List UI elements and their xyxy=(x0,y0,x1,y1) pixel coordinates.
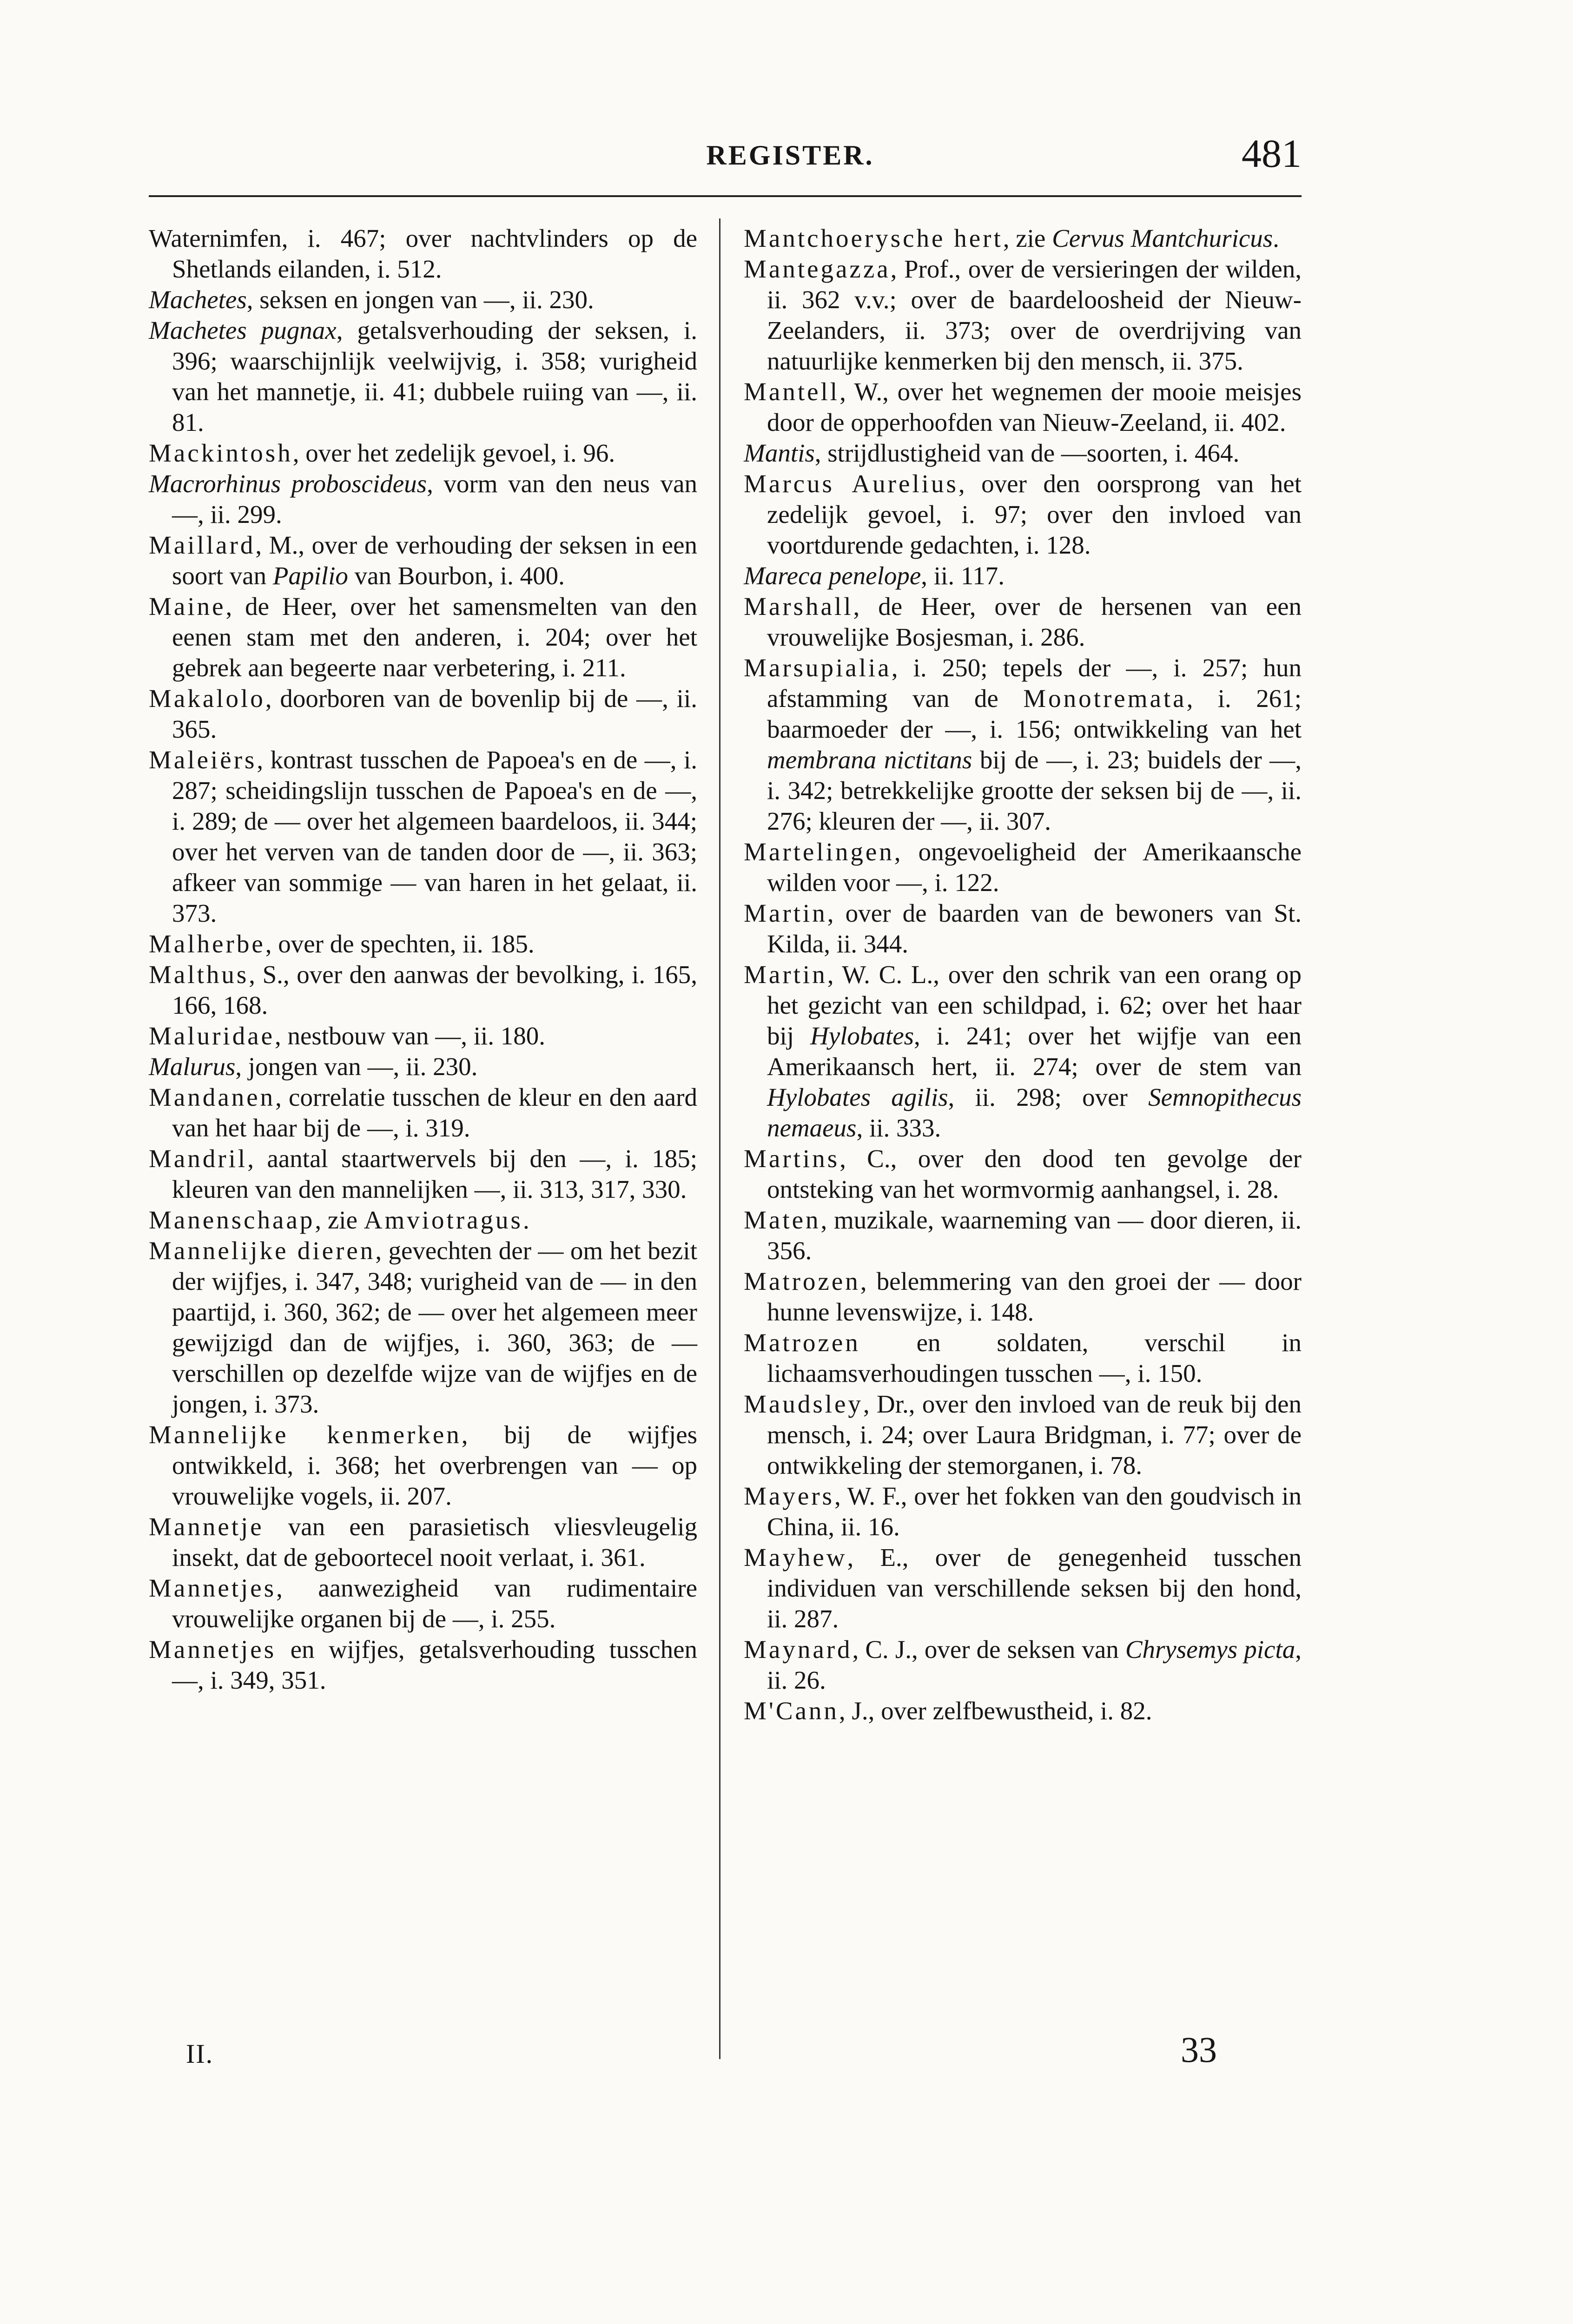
index-entry xyxy=(744,223,1302,254)
right-column xyxy=(744,223,1302,1726)
entry-text: , i. 250; tepels der —, i. 257; hun afstamming van de xyxy=(767,654,1302,713)
entry-headword: Mantell xyxy=(744,377,840,406)
index-entry xyxy=(744,1542,1302,1634)
signature-mark: 33 xyxy=(1181,2029,1217,2070)
entry-text: , i. 241; over het wijfje van een Amerikaansch hert, ii. 274; over de stem van xyxy=(767,1022,1302,1081)
index-entry xyxy=(149,745,697,929)
entry-headword: Mannelijke dieren xyxy=(149,1236,376,1265)
entry-headword: Mannetje xyxy=(149,1512,264,1541)
entry-text: , ii. 333. xyxy=(856,1114,941,1142)
entry-italic-term: Malurus xyxy=(149,1052,236,1081)
index-entry xyxy=(149,438,697,469)
entry-text: , J., over zelfbewustheid, i. 82. xyxy=(839,1697,1152,1725)
index-entry xyxy=(744,1327,1302,1389)
entry-headword: Martelingen xyxy=(744,838,894,866)
entry-headword: M'Cann xyxy=(744,1697,839,1725)
index-entry xyxy=(149,1573,697,1634)
entry-headword: Maynard xyxy=(744,1635,853,1664)
index-entry xyxy=(744,561,1302,591)
entry-text: , ongevoeligheid der Amerikaansche wilden voor —, i. 122. xyxy=(767,838,1302,897)
entry-text: , zie xyxy=(1003,224,1052,252)
page-number: 481 xyxy=(1242,131,1302,176)
entry-text: , over het zedelijk gevoel, i. 96. xyxy=(292,439,615,467)
entry-italic-term: membrana nictitans xyxy=(767,746,972,774)
index-entry xyxy=(744,254,1302,376)
entry-text: , W. C. L., over den schrik van een orang op het gezicht van een schildpad, i. 62; over het haar bij xyxy=(767,960,1302,1050)
index-entry xyxy=(744,1634,1302,1696)
entry-italic-term: Cervus Mantchuricus xyxy=(1052,224,1273,252)
entry-text: , kontrast tusschen de Papoea's en de —, i. 287; scheidingslijn tusschen de Papoea's en de —, i. 289; de — over het algemeen baardeloos, ii. 344; over het verven van de tanden door de —, ii. 363; afkeer van sommige — van haren in het gelaat, ii. 373. xyxy=(172,746,697,927)
entry-text: , gevechten der — om het bezit der wijfjes, i. 347, 348; vurigheid van de — in den paartijd, i. 360, 362; de — over het algemeen meer gewijzigd dan de wijfjes, i. 360, 363; de — verschillen op dezelfde wijze van de wijfjes en de jongen, i. 373. xyxy=(172,1236,697,1418)
entry-headword: Mannetjes xyxy=(149,1635,277,1664)
entry-text: , zie xyxy=(315,1206,364,1234)
index-entry xyxy=(149,929,697,959)
entry-headword: Amviotragus xyxy=(364,1206,523,1234)
entry-text: . xyxy=(522,1206,529,1234)
entry-text: , over de baarden van de bewoners van St. Kilda, ii. 344. xyxy=(767,899,1302,958)
volume-mark: II. xyxy=(186,2039,214,2069)
entry-italic-term: Machetes xyxy=(149,285,247,314)
entry-italic-term: Papilio xyxy=(272,561,348,590)
entry-headword: Martins xyxy=(744,1144,840,1173)
index-entry xyxy=(149,223,697,284)
index-entry xyxy=(744,591,1302,653)
entry-text: , over de spechten, ii. 185. xyxy=(265,930,535,958)
index-entry xyxy=(744,1696,1302,1726)
entry-text: , ii. 298; over xyxy=(948,1083,1149,1111)
entry-text: , correlatie tusschen de kleur en den aard van het haar bij de —, i. 319. xyxy=(172,1083,697,1142)
entry-text: , getalsverhouding der seksen, i. 396; waarschijnlijk veelwijvig, i. 358; vurigheid van het mannetje, ii. 41; dubbele ruiing van —, ii. 81. xyxy=(172,316,697,436)
entry-headword: Martin xyxy=(744,960,827,989)
entry-text: , ii. 26. xyxy=(767,1635,1302,1694)
entry-text: , C. J., over de seksen van xyxy=(852,1635,1125,1664)
entry-italic-term: Hylobates agilis xyxy=(767,1083,948,1111)
entry-headword: Maudsley xyxy=(744,1390,863,1418)
index-entry xyxy=(744,653,1302,837)
entry-text: , belemmering van den groei der — door hunne levenswijze, i. 148. xyxy=(767,1267,1302,1326)
entry-text: , bij de wijfjes ontwikkeld, i. 368; het overbrengen van — op vrouwelijke vogels, ii. 207. xyxy=(172,1420,698,1510)
index-entry xyxy=(149,1051,697,1082)
entry-text: , aanwezigheid van rudimentaire vrouwelijke organen bij de —, i. 255. xyxy=(172,1574,697,1633)
entry-text: , Prof., over de versieringen der wilden, ii. 362 v.v.; over de baardeloosheid der Nieuw-Zeelanders, ii. 373; over de overdrijving van natuurlijke kenmerken bij den mensch, ii. 375. xyxy=(767,255,1302,375)
entry-text: , W. F., over het fokken van den goudvisch in China, ii. 16. xyxy=(767,1482,1302,1541)
index-entry xyxy=(149,284,697,315)
index-entry xyxy=(744,469,1302,561)
entry-text: , i. 261; baarmoeder der —, i. 156; ontwikkeling van het xyxy=(767,684,1302,743)
entry-italic-term: Mantis xyxy=(744,439,815,467)
entry-text: , aantal staartwervels bij den —, i. 185; kleuren van den mannelijken —, ii. 313, 317, 330. xyxy=(172,1144,697,1203)
index-entry xyxy=(744,959,1302,1143)
entry-headword: Mandanen xyxy=(149,1083,276,1111)
entry-headword: Mandril xyxy=(149,1144,248,1173)
entry-headword: Matrozen xyxy=(744,1267,860,1295)
entry-text: , over den oorsprong van het zedelijk gevoel, i. 97; over den invloed van voortdurende gedachten, i. 128. xyxy=(767,469,1302,559)
index-entry xyxy=(149,469,697,530)
entry-headword: Maleiërs xyxy=(149,746,257,774)
entry-text: , ii. 117. xyxy=(921,561,1005,590)
entry-headword: Maine xyxy=(149,592,226,621)
entry-text: , jongen van —, ii. 230. xyxy=(235,1052,478,1081)
entry-headword: Marcus Aurelius xyxy=(744,469,958,498)
entry-text: , S., over den aanwas der bevolking, i. 165, 166, 168. xyxy=(172,960,697,1019)
entry-text: Waternimfen, i. 467; over nachtvlinders op de Shetlands eilanden, i. 512. xyxy=(149,224,697,283)
index-entry xyxy=(149,683,697,745)
index-entry xyxy=(149,1082,697,1143)
entry-headword: Maten xyxy=(744,1206,821,1234)
entry-text: en soldaten, verschil in lichaamsverhoudingen tusschen —, i. 150. xyxy=(767,1328,1302,1387)
entry-text: van een parasietisch vliesvleugelig insekt, dat de geboortecel nooit verlaat, i. 361. xyxy=(172,1512,697,1571)
entry-headword: Mannetjes xyxy=(149,1574,277,1602)
entry-text: , W., over het wegnemen der mooie meisjes door de opperhoofden van Nieuw-Zeeland, ii. 402. xyxy=(767,377,1302,436)
entry-headword: Maillard xyxy=(149,531,256,559)
entry-italic-term: Semnopithecus nemaeus xyxy=(767,1083,1302,1142)
entry-headword: Monotremata xyxy=(1023,684,1187,713)
entry-italic-term: Machetes pugnax xyxy=(149,316,337,344)
left-column xyxy=(149,223,697,1696)
index-entry xyxy=(149,1419,697,1512)
header-rule xyxy=(149,195,1302,197)
index-entry xyxy=(744,837,1302,898)
entry-text: van Bourbon, i. 400. xyxy=(348,561,565,590)
entry-headword: Mackintosh xyxy=(149,439,293,467)
index-entry xyxy=(744,1266,1302,1327)
entry-text: , strijdlustigheid van de —soorten, i. 464. xyxy=(814,439,1240,467)
entry-headword: Mayers xyxy=(744,1482,834,1510)
entry-italic-term: Macrorhinus proboscideus xyxy=(149,469,427,498)
entry-headword: Manenschaap xyxy=(149,1206,315,1234)
entry-text: , vorm van den neus van —, ii. 299. xyxy=(172,469,697,528)
column-divider xyxy=(719,218,720,2059)
index-entry xyxy=(149,1143,697,1205)
index-entry xyxy=(149,959,697,1021)
entry-headword: Marsupialia xyxy=(744,654,892,682)
entry-headword: Malthus xyxy=(149,960,249,989)
running-head-title: REGISTER. xyxy=(706,140,874,171)
index-entry xyxy=(149,1235,697,1419)
entry-headword: Martin xyxy=(744,899,827,927)
entry-text: , de Heer, over de hersenen van een vrouwelijke Bosjesman, i. 286. xyxy=(767,592,1302,651)
entry-text: , E., over de genegenheid tusschen individuen van verschillende seksen bij den hond, ii. 287. xyxy=(767,1543,1302,1633)
entry-headword: Marshall xyxy=(744,592,853,621)
index-entry xyxy=(744,898,1302,959)
entry-text: , seksen en jongen van —, ii. 230. xyxy=(246,285,594,314)
index-entry xyxy=(149,315,697,438)
entry-italic-term: Chrysemys picta xyxy=(1125,1635,1295,1664)
entry-italic-term: Mareca penelope xyxy=(744,561,921,590)
entry-headword: Mayhew xyxy=(744,1543,847,1571)
entry-text: , de Heer, over het samensmelten van den eenen stam met den anderen, i. 204; over het gebrek aan begeerte naar verbetering, i. 211. xyxy=(172,592,697,682)
entry-text: , nestbouw van —, ii. 180. xyxy=(275,1022,546,1050)
entry-headword: Mannelijke kenmerken xyxy=(149,1420,462,1449)
index-entry xyxy=(744,1481,1302,1542)
index-entry xyxy=(149,530,697,591)
index-entry xyxy=(744,376,1302,438)
entry-headword: Maluridae xyxy=(149,1022,275,1050)
entry-headword: Matrozen xyxy=(744,1328,860,1357)
entry-text: bij de —, i. 23; buidels der —, i. 342; betrekkelijke grootte der seksen bij de —, ii. 276; kleuren der —, ii. 307. xyxy=(767,746,1302,835)
entry-text: , M., over de verhouding der seksen in een soort van xyxy=(172,531,697,590)
index-entry xyxy=(744,1389,1302,1481)
index-entry xyxy=(149,591,697,683)
index-entry xyxy=(149,1205,697,1235)
entry-headword: Mantegazza xyxy=(744,255,891,283)
index-entry xyxy=(149,1021,697,1051)
index-entry xyxy=(744,1143,1302,1205)
entry-headword: Mantchoerysche hert xyxy=(744,224,1003,252)
entry-italic-term: Hylobates xyxy=(810,1022,914,1050)
entry-text: , C., over den dood ten gevolge der ontsteking van het wormvormig aanhangsel, i. 28. xyxy=(767,1144,1302,1203)
entry-text: en wijfjes, getalsverhouding tusschen —, i. 349, 351. xyxy=(172,1635,697,1694)
entry-text: , doorboren van de bovenlip bij de —, ii. 365. xyxy=(172,684,697,743)
index-entry xyxy=(149,1512,697,1573)
entry-text: , Dr., over den invloed van de reuk bij den mensch, i. 24; over Laura Bridgman, i. 77; over de ontwikkeling der stemorganen, i. 78. xyxy=(767,1390,1302,1479)
entry-text: , muzikale, waarneming van — door dieren, ii. 356. xyxy=(767,1206,1302,1265)
index-entry xyxy=(149,1634,697,1696)
entry-text: . xyxy=(1273,224,1279,252)
index-entry xyxy=(744,438,1302,469)
entry-headword: Makalolo xyxy=(149,684,265,713)
entry-headword: Malherbe xyxy=(149,930,265,958)
index-entry xyxy=(744,1205,1302,1266)
